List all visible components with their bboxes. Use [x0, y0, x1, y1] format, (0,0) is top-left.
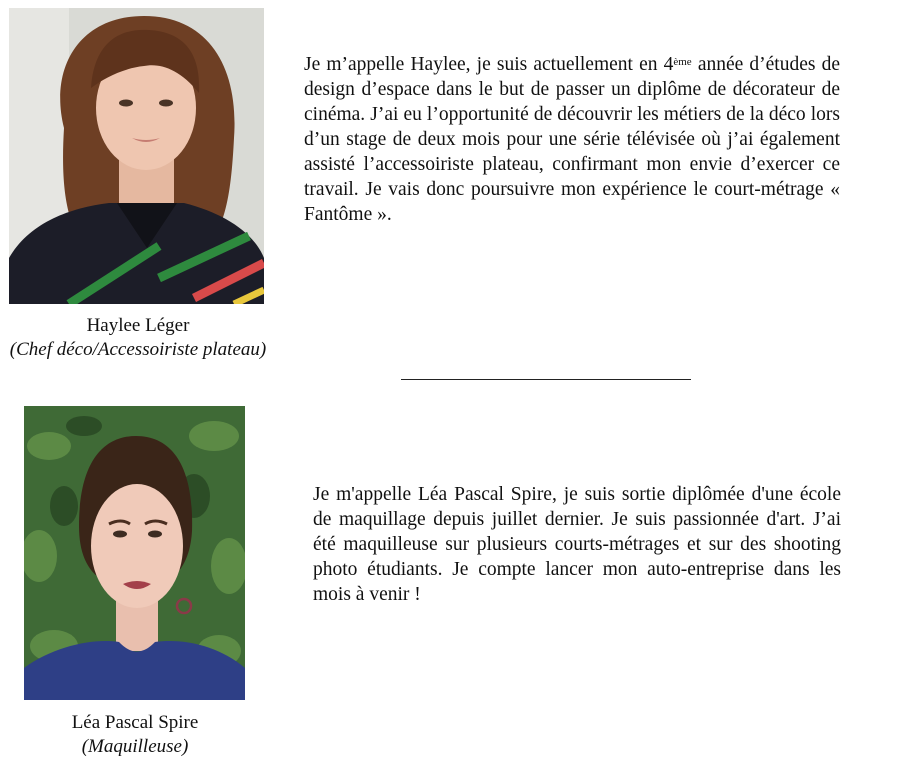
- lea-caption: [0, 711, 270, 759]
- haylee-bio-start: Je m’appelle Haylee, je suis actuellement en 4: [304, 54, 674, 75]
- haylee-bio: [304, 52, 840, 227]
- haylee-caption: [0, 314, 276, 362]
- lea-name: Léa Pascal Spire: [71, 712, 199, 733]
- haylee-bio-superscript: ème: [673, 56, 692, 68]
- haylee-name: Haylee Léger: [86, 315, 190, 336]
- haylee-role: (Chef déco/Accessoiriste plateau): [9, 339, 267, 360]
- lea-portrait-photo: [24, 406, 245, 700]
- haylee-portrait-photo: [9, 8, 264, 304]
- lea-bio: Je m'appelle Léa Pascal Spire, je suis sortie diplômée d'une école de maquillage depuis juillet dernier. Je suis passionnée d'art. J’ai été maquilleuse sur plusieurs courts-métrages et sur des shooting photo étudiants. Je compte lancer mon auto-entreprise dans les mois à venir !: [313, 484, 841, 605]
- haylee-bio-rest: année d’études de design d’espace dans le but de passer un diplôme de décorateur de cinéma. J’ai eu l’opportunité de découvrir les métiers de la déco lors d’un stage de deux mois pour une série télévisée où j’ai également assisté l’accessoiriste plateau, confirmant mon envie d’exercer ce travail. Je vais donc poursuivre mon expérience le court-métrage « Fantôme ».: [304, 54, 840, 225]
- section-divider: [401, 379, 691, 380]
- lea-role: (Maquilleuse): [81, 736, 189, 757]
